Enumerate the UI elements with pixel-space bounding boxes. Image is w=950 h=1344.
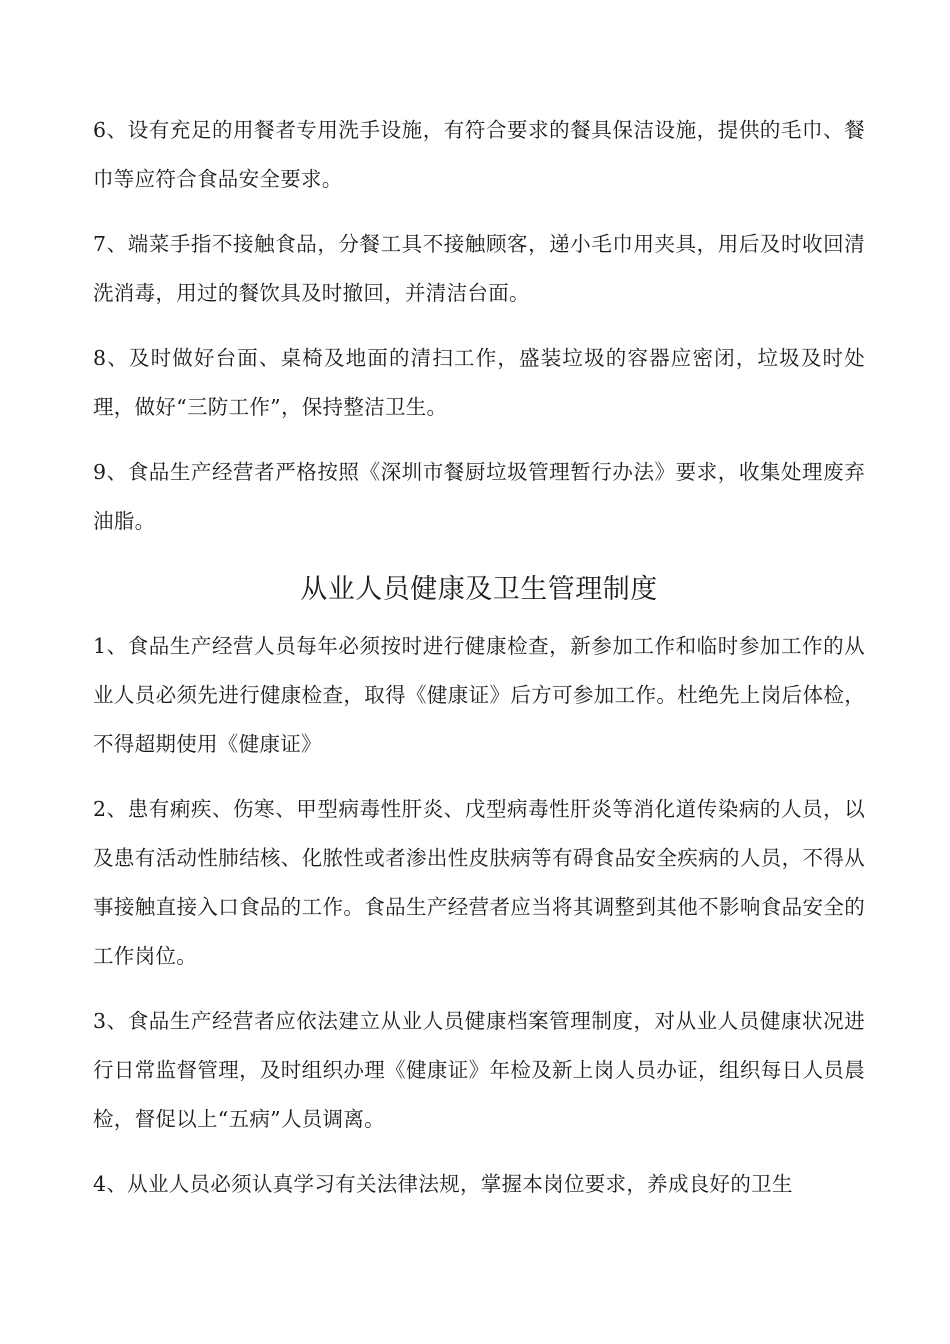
document-body xyxy=(93,106,865,1225)
paragraph-item-8: 8、及时做好台面、桌椅及地面的清扫工作，盛装垃圾的容器应密闭，垃圾及时处理，做好“三防工作”，保持整洁卫生。 xyxy=(93,346,865,419)
paragraph-item-1: 1、食品生产经营人员每年必须按时进行健康检查，新参加工作和临时参加工作的从业人员必须先进行健康检查，取得《健康证》后方可参加工作。杜绝先上岗后体检，不得超期使用《健康证》 xyxy=(93,634,865,756)
section-heading: 从业人员健康及卫生管理制度 xyxy=(300,574,658,605)
paragraph-item-4: 4、从业人员必须认真学习有关法律法规，掌握本岗位要求，养成良好的卫生 xyxy=(93,1172,793,1196)
paragraph-item-9: 9、食品生产经营者严格按照《深圳市餐厨垃圾管理暂行办法》要求，收集处理废弃油脂。 xyxy=(93,460,865,533)
paragraph-item-2: 2、患有痢疾、伤寒、甲型病毒性肝炎、戊型病毒性肝炎等消化道传染病的人员，以及患有活动性肺结核、化脓性或者渗出性皮肤病等有碍食品安全疾病的人员，不得从事接触直接入口食品的工作。食品生产经营者应当将其调整到其他不影响食品安全的工作岗位。 xyxy=(93,797,865,968)
paragraph-item-3: 3、食品生产经营者应依法建立从业人员健康档案管理制度，对从业人员健康状况进行日常监督管理，及时组织办理《健康证》年检及新上岗人员办证，组织每日人员晨检，督促以上“五病”人员调离。 xyxy=(93,1009,865,1131)
paragraph-item-7: 7、端菜手指不接触食品，分餐工具不接触顾客，递小毛巾用夹具，用后及时收回清洗消毒，用过的餐饮具及时撤回，并清洁台面。 xyxy=(93,232,865,305)
paragraph-item-6: 6、设有充足的用餐者专用洗手设施，有符合要求的餐具保洁设施，提供的毛巾、餐巾等应符合食品安全要求。 xyxy=(93,118,865,191)
